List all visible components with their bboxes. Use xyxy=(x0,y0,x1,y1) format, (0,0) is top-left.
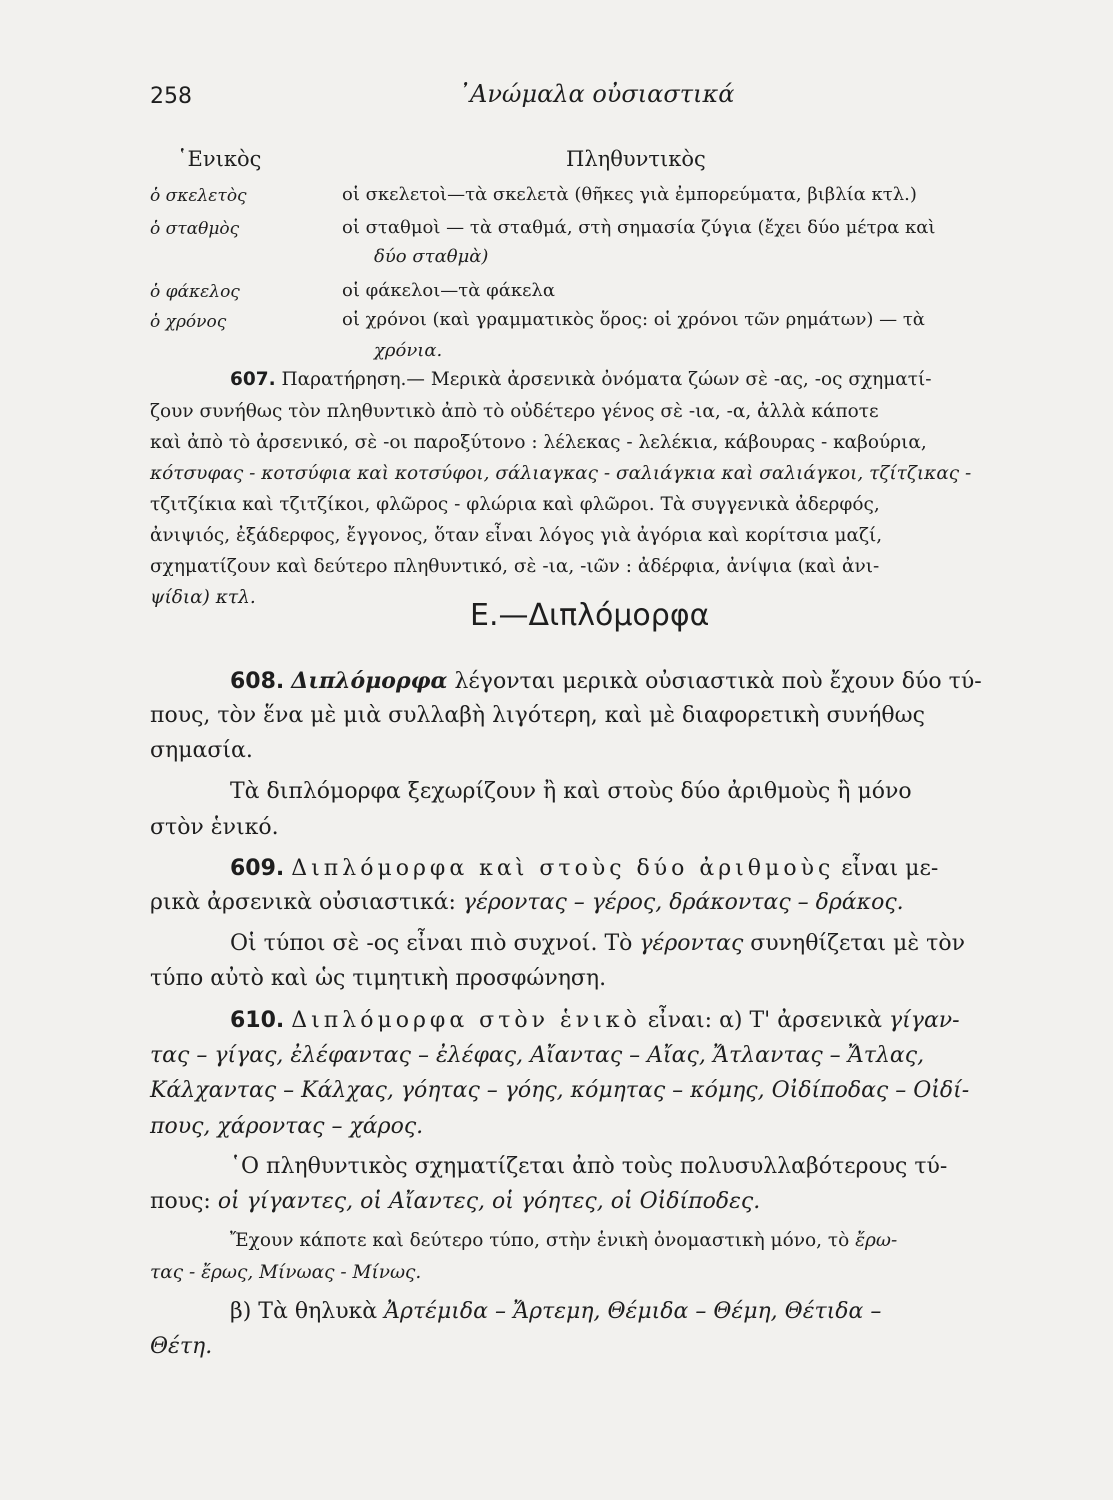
table-row-plural: οἱ σταθμοὶ — τὰ σταθμά, στὴ σημασία ζύγια (ἔχει δύο μέτρα καὶ xyxy=(342,217,936,238)
paragraph-608-line: πους, τὸν ἕνα μὲ μιὰ συλλαβὴ λιγότερη, καὶ μὲ διαφορετικὴ συνήθως xyxy=(150,703,925,728)
table-row-plural-continuation: δύο σταθμὰ) xyxy=(374,246,489,267)
paragraph-607-line: ψίδια) κτλ. xyxy=(150,587,256,608)
note-line: τας - ἔρως, Μίνωας - Μίνως. xyxy=(150,1262,422,1283)
paragraph-607-line: 607. Παρατήρηση.— Μερικὰ ἀρσενικὰ ὀνόματα ζώων σὲ -ας, -ος σχηματί- xyxy=(230,369,932,390)
paragraph-607-line: σχηματίζουν καὶ δεύτερο πληθυντικό, σὲ -ια, -ιῶν : ἀδέρφια, ἀνίψια (καὶ ἀνι- xyxy=(150,556,880,577)
paragraph-607-line: ἀνιψιός, ἐξάδερφος, ἔγγονος, ὅταν εἶναι λόγος γιὰ ἀγόρια καὶ κορίτσια μαζί, xyxy=(150,525,883,546)
paragraph-608-line: σημασία. xyxy=(150,738,253,763)
paragraph-610-line: πους: οἱ γίγαντες, οἱ Αἴαντες, οἱ γόητες, οἱ Οἰδίποδες. xyxy=(150,1189,761,1214)
paragraph-609-line: ρικὰ ἀρσενικὰ οὐσιαστικά: γέροντας – γέρος, δράκοντας – δράκος. xyxy=(150,890,904,915)
paragraph-610-line: ῾Ο πληθυντικὸς σχηματίζεται ἀπὸ τοὺς πολυσυλλαβότερους τύ- xyxy=(230,1154,948,1179)
paragraph-609-line: Οἱ τύποι σὲ -ος εἶναι πιὸ συχνοί. Τὸ γέροντας συνηθίζεται μὲ τὸν xyxy=(230,931,965,956)
table-row-singular: ὁ χρόνος xyxy=(150,312,227,332)
running-title: ᾿Ανώμαλα οὐσιαστικά xyxy=(458,80,735,108)
paragraph-number: 608. xyxy=(230,669,285,694)
section-title: Ε.—Διπλόμορφα xyxy=(470,598,710,633)
paragraph-608-line: 608. Διπλόμορφα λέγονται μερικὰ οὐσιαστικὰ ποὺ ἔχουν δύο τύ- xyxy=(230,668,982,694)
paragraph-610-line: β) Τὰ θηλυκὰ Ἀρτέμιδα – Ἄρτεμη, Θέμιδα – Θέμη, Θέτιδα – xyxy=(230,1299,882,1324)
table-row-singular: ὁ φάκελος xyxy=(150,282,240,302)
table-row-singular: ὁ σταθμὸς xyxy=(150,219,240,239)
paragraph-607-line: ζουν συνήθως τὸν πληθυντικὸ ἀπὸ τὸ οὐδέτερο γένος σὲ -ια, -α, ἀλλὰ κάποτε xyxy=(150,401,879,422)
paragraph-number: 607. xyxy=(230,369,276,390)
table-row-plural: οἱ σκελετοὶ—τὰ σκελετὰ (θῆκες γιὰ ἐμπορεύματα, βιβλία κτλ.) xyxy=(342,184,917,205)
paragraph-607-line: τζιτζίκια καὶ τζιτζίκοι, φλῶρος - φλώρια καὶ φλῶροι. Τὰ συγγενικὰ ἀδερφός, xyxy=(150,494,880,515)
paragraph-610-line: πους, χάροντας – χάρος. xyxy=(150,1114,424,1139)
term: Διπλόμορφα xyxy=(291,668,448,694)
paragraph-608-line: στὸν ἑνικό. xyxy=(150,815,279,840)
spaced-term: Διπλόμορφα καὶ στοὺς δύο ἀριθμοὺς xyxy=(291,856,835,881)
paragraph-610-line: τας – γίγας, ἐλέφαντας – ἐλέφας, Αἴαντας – Αἴας, Ἄτλαντας – Ἄτλας, xyxy=(150,1043,925,1068)
table-row-plural: οἱ φάκελοι—τὰ φάκελα xyxy=(342,280,555,301)
paragraph-number: 609. xyxy=(230,856,285,881)
paragraph-609-line: τύπο αὐτὸ καὶ ὡς τιμητικὴ προσφώνηση. xyxy=(150,966,607,991)
paragraph-610-line: 610. Διπλόμορφα στὸν ἑνικὸ εἶναι: α) Τ' ἀρσενικὰ γίγαν- xyxy=(230,1008,960,1033)
paragraph-607-line: κότσυφας - κοτσύφια καὶ κοτσύφοι, σάλιαγκας - σαλιάγκια καὶ σαλιάγκοι, τζίτζικας - xyxy=(150,463,972,484)
page-number: 258 xyxy=(150,84,192,109)
table-row-plural-continuation: χρόνια. xyxy=(374,340,443,361)
paragraph-607-line: καὶ ἀπὸ τὸ ἀρσενικό, σὲ -οι παροξύτονο : λέλεκας - λελέκια, κάβουρας - καβούρια, xyxy=(150,432,927,453)
note-title: Παρατήρηση.— xyxy=(281,369,425,390)
paragraph-609-line: 609. Διπλόμορφα καὶ στοὺς δύο ἀριθμοὺς εἶναι με- xyxy=(230,856,939,881)
paragraph-608-line: Τὰ διπλόμορφα ξεχωρίζουν ἢ καὶ στοὺς δύο ἀριθμοὺς ἢ μόνο xyxy=(230,779,912,804)
spaced-term: Διπλόμορφα στὸν ἑνικὸ xyxy=(291,1008,641,1033)
paragraph-610-line: Θέτη. xyxy=(150,1334,213,1359)
paragraph-number: 610. xyxy=(230,1008,285,1033)
column-header-singular: ῾Ενικὸς xyxy=(177,147,262,171)
column-header-plural: Πληθυντικὸς xyxy=(566,147,706,171)
note-line: Ἔχουν κάποτε καὶ δεύτερο τύπο, στὴν ἑνικὴ ὀνομαστικὴ μόνο, τὸ ἔρω- xyxy=(230,1230,898,1251)
table-row-singular: ὁ σκελετὸς xyxy=(150,186,247,206)
table-row-plural: οἱ χρόνοι (καὶ γραμματικὸς ὅρος: οἱ χρόνοι τῶν ρημάτων) — τὰ xyxy=(342,309,925,330)
paragraph-610-line: Κάλχαντας – Κάλχας, γόητας – γόης, κόμητας – κόμης, Οἰδίποδας – Οἰδί- xyxy=(150,1078,970,1103)
